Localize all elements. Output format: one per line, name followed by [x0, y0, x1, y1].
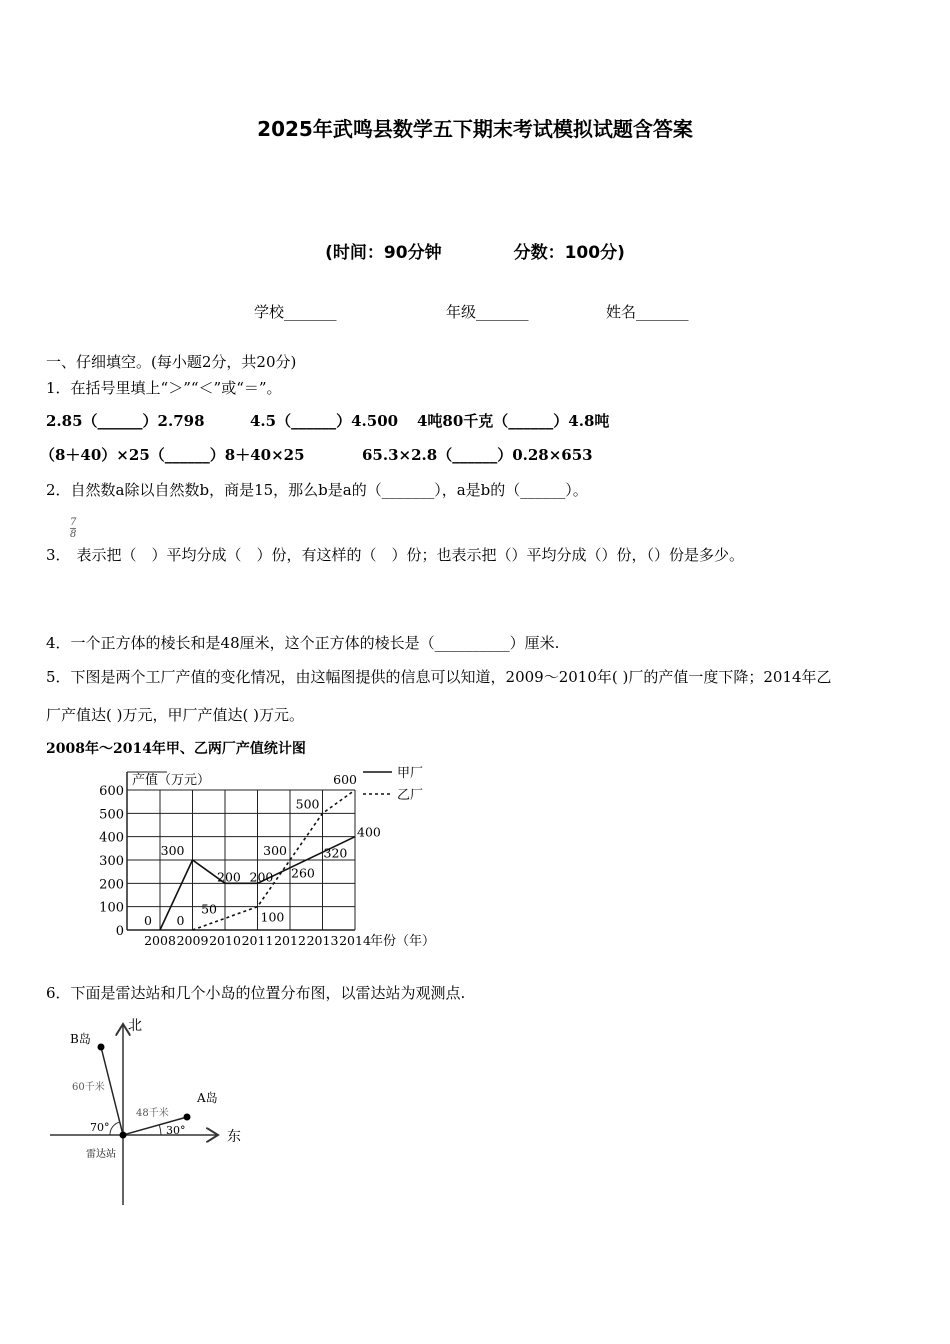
- page-title: 2025年武鸣县数学五下期末考试模拟试题含答案: [257, 117, 693, 141]
- y-tick-label: 500: [99, 807, 124, 823]
- east-label: 东: [227, 1129, 241, 1145]
- q1-item: 4吨80千克（______）4.8吨: [417, 412, 610, 430]
- x-tick-label: 2009: [176, 933, 209, 948]
- question-2: 2．自然数a除以自然数b，商是15，那么b是a的（_______），a是b的（______）。: [46, 481, 588, 499]
- data-label: 50: [201, 901, 217, 917]
- exam-time: (时间：90分钟: [325, 243, 442, 263]
- data-label: 0: [144, 913, 152, 928]
- angle-b-arc: [110, 1122, 120, 1135]
- q1-item: （8＋40）×25（______）8＋40×25: [40, 446, 305, 464]
- data-label: 320: [323, 845, 348, 861]
- q1-item: 4.5（______）4.500: [250, 412, 399, 430]
- x-axis-label: 年份（年）: [370, 934, 436, 949]
- data-label: 260: [291, 865, 315, 881]
- x-tick-label: 2008: [144, 933, 176, 948]
- data-label: 0: [176, 913, 185, 928]
- name-field[interactable]: 姓名_______: [606, 303, 689, 321]
- x-tick-label: 2014: [339, 933, 371, 948]
- station-label: 雷达站: [86, 1149, 116, 1160]
- y-tick-label: 0: [115, 924, 124, 939]
- question-6: 6．下面是雷达站和几个小岛的位置分布图，以雷达站为观测点.: [46, 984, 466, 1002]
- data-label: 100: [260, 909, 285, 925]
- grade-field[interactable]: 年级_______: [446, 303, 529, 321]
- section-heading: 一、仔细填空。(每小题2分，共20分): [46, 353, 297, 371]
- question-5-line2: 厂产值达( )万元，甲厂产值达( )万元。: [46, 706, 304, 724]
- x-tick-label: 2012: [274, 933, 306, 948]
- angle-a-label: 30°: [166, 1124, 186, 1137]
- station-dot: [120, 1132, 127, 1139]
- question-1: 1．在括号里填上“＞”“＜”或“＝”。: [46, 379, 282, 397]
- island-b-label: B岛: [70, 1032, 91, 1046]
- north-label: 北: [128, 1018, 142, 1034]
- question-5-line1: 5．下图是两个工厂产值的变化情况，由这幅图提供的信息可以知道，2009～2010年( )厂的产值一度下降；2014年乙: [46, 668, 832, 686]
- x-tick-label: 2013: [306, 933, 339, 948]
- data-label: 300: [160, 843, 185, 858]
- chart-title: 2008年～2014年甲、乙两厂产值统计图: [46, 741, 306, 757]
- fraction-denominator: 8: [70, 529, 77, 540]
- q1-item: 65.3×2.8（______）0.28×653: [362, 446, 593, 464]
- dist-b-label: 60千米: [72, 1082, 105, 1093]
- y-tick-label: 300: [99, 854, 124, 869]
- fraction-numerator: 7: [70, 517, 77, 528]
- data-label: 300: [263, 843, 287, 858]
- data-label: 200: [249, 869, 274, 885]
- island-b-dot: [98, 1044, 105, 1051]
- angle-b-label: 70°: [90, 1121, 110, 1134]
- y-tick-label: 200: [99, 877, 124, 893]
- data-label: 600: [333, 772, 357, 787]
- data-label: 500: [295, 796, 320, 812]
- y-axis-label: 产值（万元）: [132, 773, 211, 788]
- y-tick-label: 400: [99, 830, 124, 846]
- angle-a-arc: [159, 1124, 161, 1135]
- data-label: 400: [357, 824, 381, 840]
- island-a-dot: [184, 1114, 191, 1121]
- legend-label: 甲厂: [397, 766, 424, 781]
- school-field[interactable]: 学校_______: [254, 303, 337, 321]
- question-4: 4．一个正方体的棱长和是48厘米，这个正方体的棱长是（__________）厘米.: [46, 634, 560, 652]
- dist-a-label: 48千米: [136, 1108, 169, 1119]
- radar-diagram: [40, 1010, 260, 1210]
- x-tick-label: 2011: [241, 933, 274, 948]
- q1-item: 2.85（______）2.798: [46, 412, 205, 430]
- island-a-label: A岛: [197, 1091, 218, 1105]
- exam-score: 分数：100分): [513, 243, 625, 263]
- legend-label: 乙厂: [397, 788, 424, 803]
- data-label: 200: [217, 869, 241, 885]
- y-tick-label: 600: [99, 784, 124, 799]
- x-tick-label: 2010: [209, 933, 241, 948]
- y-tick-label: 100: [99, 900, 124, 916]
- q3-text: 表示把（ ）平均分成（ ）份，有这样的（ ）份；也表示把（）平均分成（）份，（）份是多少。: [76, 546, 745, 564]
- q3-number: 3．: [46, 546, 71, 564]
